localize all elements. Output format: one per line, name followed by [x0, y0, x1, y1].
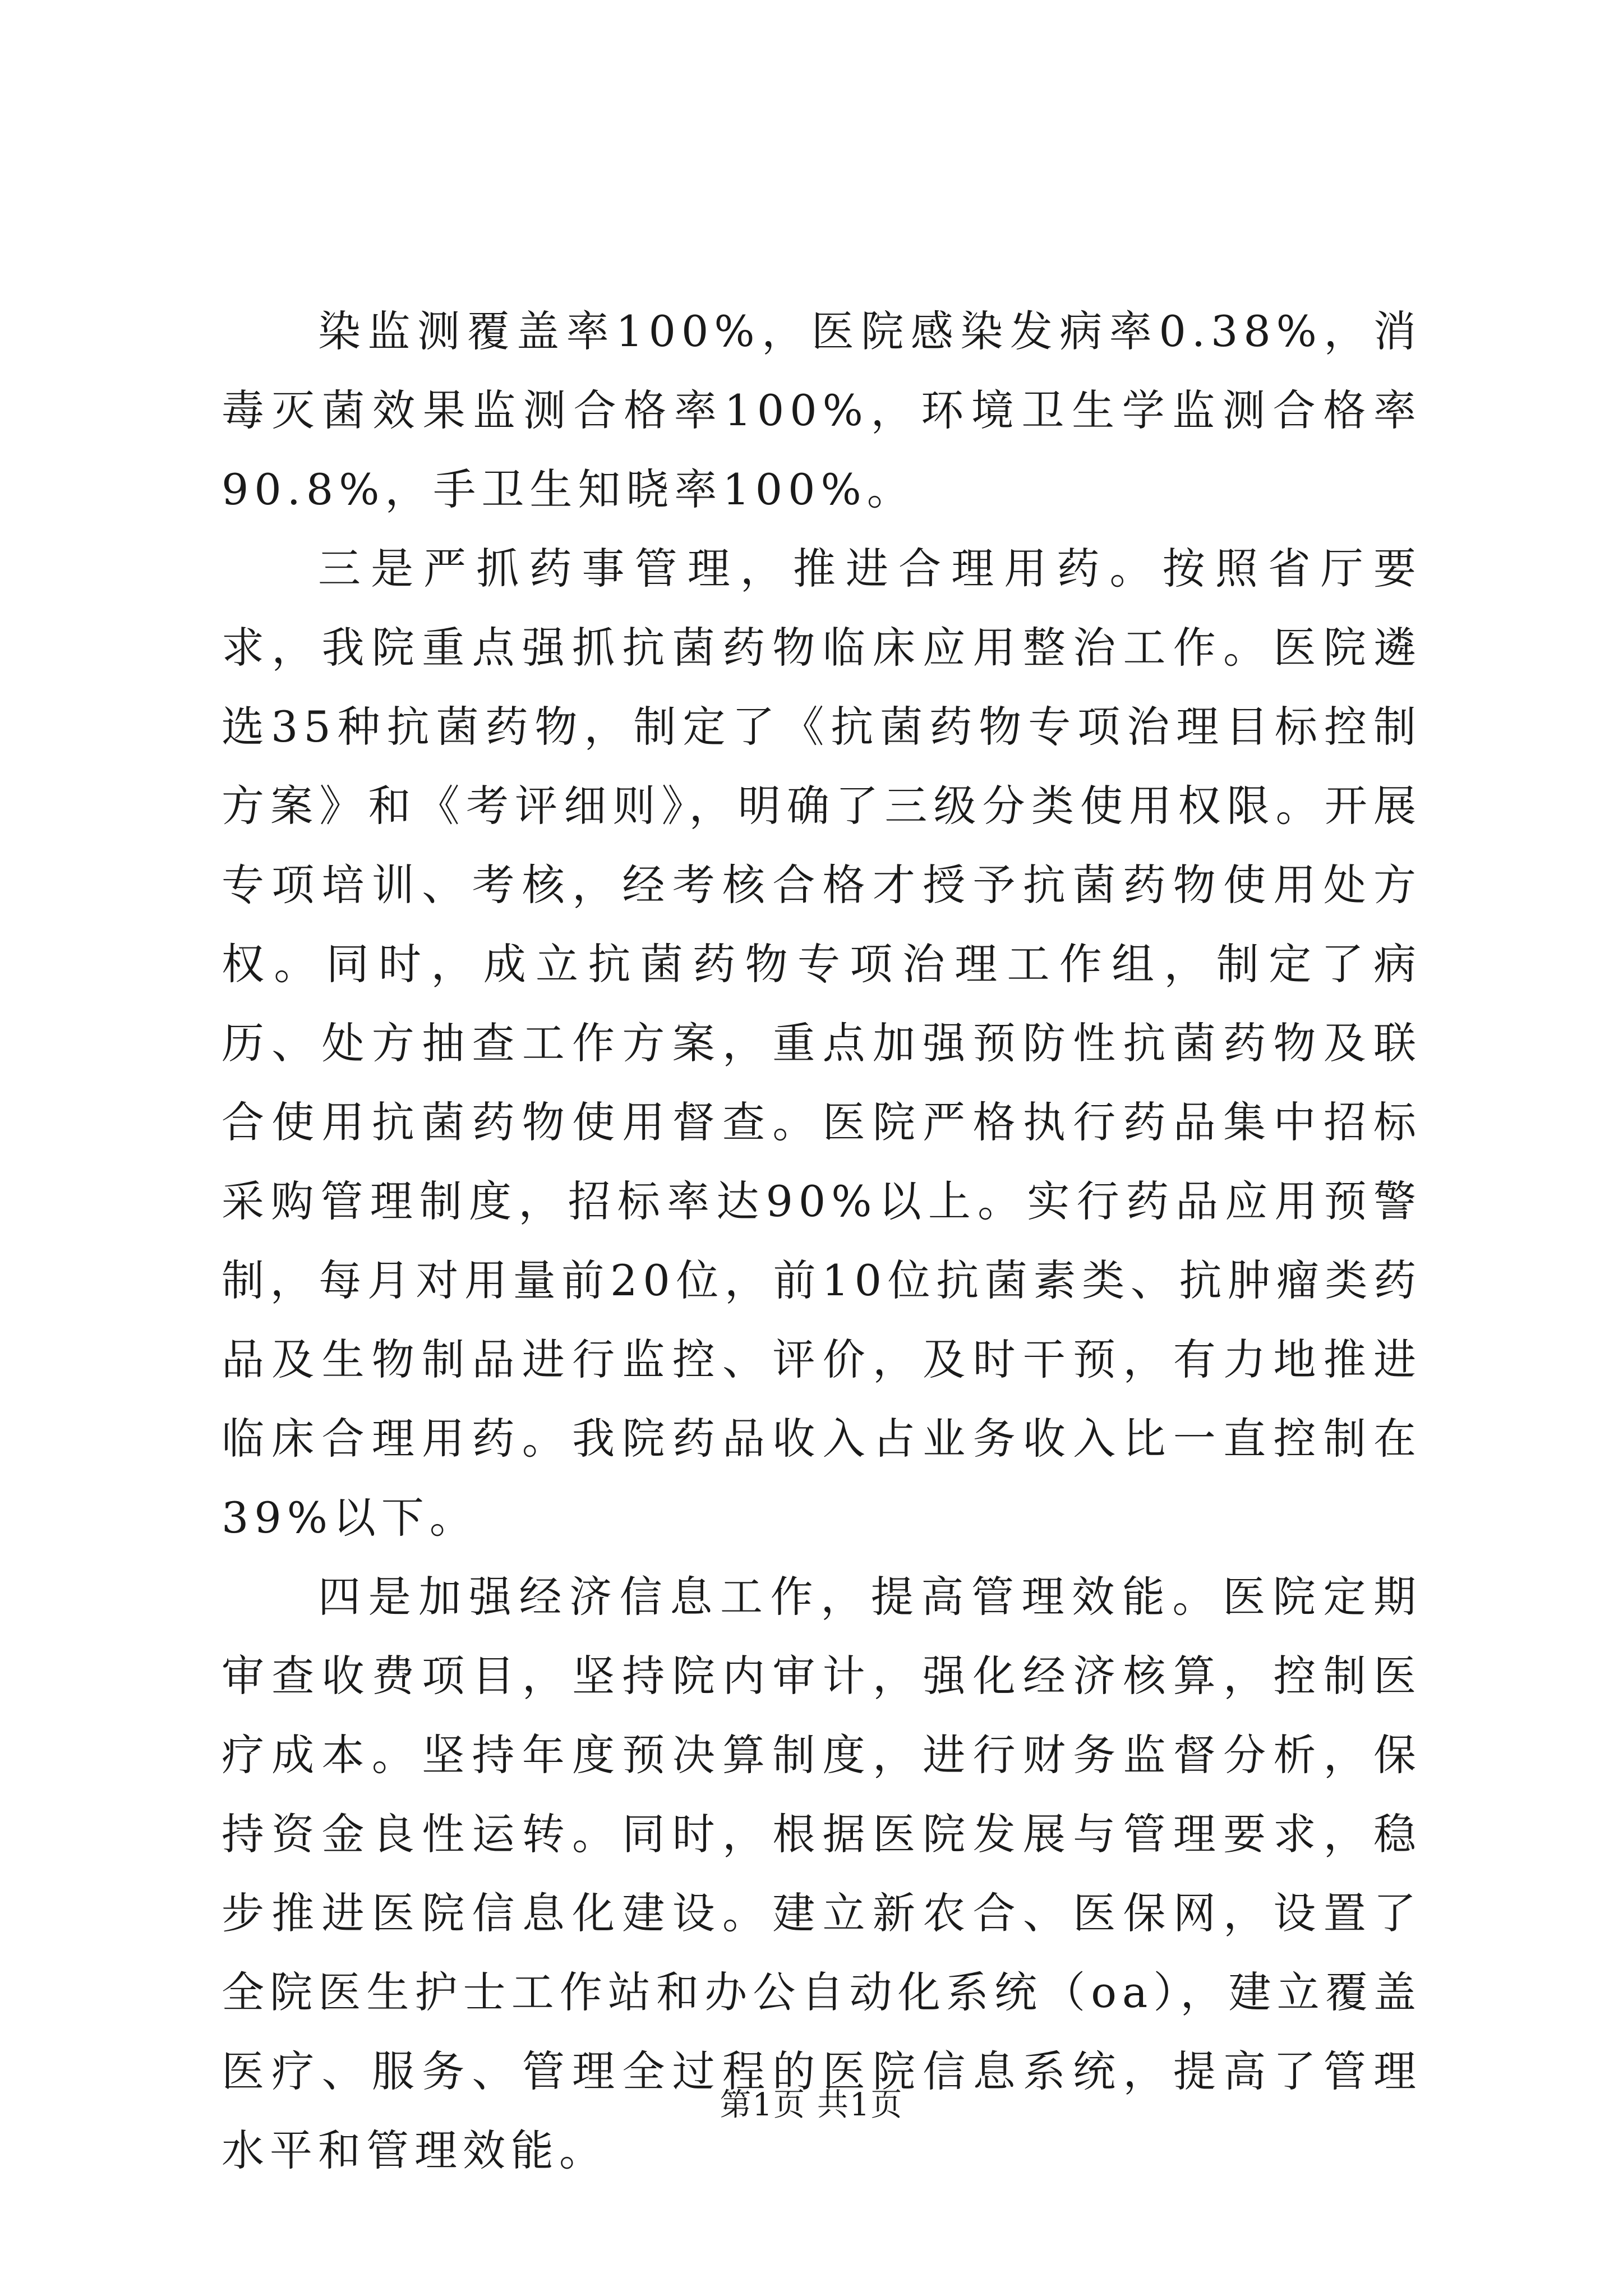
- document-body: [222, 292, 1422, 2190]
- paragraph-pharmacy-management: 三是严抓药事管理，推进合理用药。按照省厅要求，我院重点强抓抗菌药物临床应用整治工作。医院遴选35种抗菌药物，制定了《抗菌药物专项治理目标控制方案》和《考评细则》，明确了三级分类使用权限。开展专项培训、考核，经考核合格才授予抗菌药物使用处方权。同时，成立抗菌药物专项治理工作组，制定了病历、处方抽查工作方案，重点加强预防性抗菌药物及联合使用抗菌药物使用督查。医院严格执行药品集中招标采购管理制度，招标率达90%以上。实行药品应用预警制，每月对用量前20位，前10位抗菌素类、抗肿瘤类药品及生物制品进行监控、评价，及时干预，有力地推进临床合理用药。我院药品收入占业务收入比一直控制在39%以下。: [222, 544, 1422, 1543]
- page-footer: 第1页 共1页: [720, 2087, 903, 2123]
- paragraph-infection-monitoring: 染监测覆盖率100%，医院感染发病率0.38%，消毒灭菌效果监测合格率100%，环境卫生学监测合格率90.8%，手卫生知晓率100%。: [222, 306, 1422, 514]
- paragraph-economic-information: 四是加强经济信息工作，提高管理效能。医院定期审查收费项目，坚持院内审计，强化经济核算，控制医疗成本。坚持年度预决算制度，进行财务监督分析，保持资金良性运转。同时，根据医院发展与管理要求，稳步推进医院信息化建设。建立新农合、医保网，设置了全院医生护士工作站和办公自动化系统（oa），建立覆盖医疗、服务、管理全过程的医院信息系统，提高了管理水平和管理效能。: [222, 1572, 1422, 2175]
